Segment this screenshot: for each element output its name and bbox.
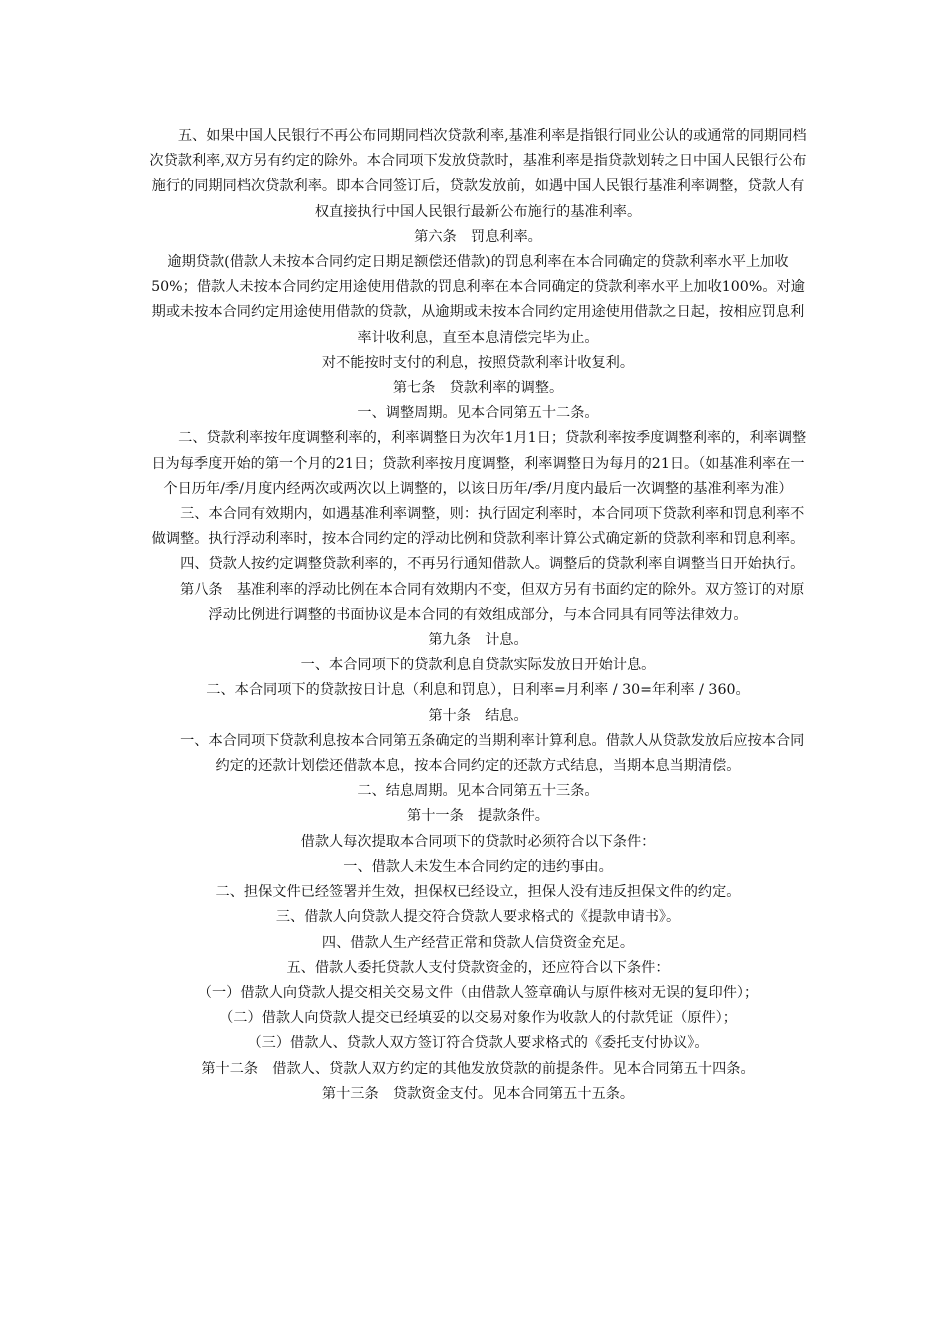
article-7-item-1: 一、调整周期。见本合同第五十二条。: [357, 405, 599, 422]
article-11-intro: 借款人每次提取本合同项下的贷款时必须符合以下条件：: [300, 833, 656, 850]
article-8-text: 基准利率的浮动比例在本合同有效期内不变，但双方另有书面约定的除外。双方签订的对原浮动比例进行调整的书面协议是本合同的有效组成部分，与本合同具有同等法律效力。: [208, 581, 805, 623]
article-7-label: 第七条: [392, 380, 436, 397]
article-10-heading: [148, 704, 808, 729]
article-6-title: 罚息利率。: [470, 228, 542, 245]
article-11-condition-3: 三、借款人向贷款人提交符合贷款人要求格式的《提款申请书》。: [275, 909, 681, 926]
article-7-title: 贷款利率的调整。: [449, 380, 564, 397]
article-10-title: 结息。: [485, 707, 528, 724]
article-12-label: 第十二条: [201, 1060, 259, 1077]
article-7-item-4: 四、贷款人按约定调整贷款利率的，不再另行通知借款人。调整后的贷款利率自调整当日开始执行。: [180, 556, 805, 573]
article-9-heading: [148, 628, 808, 653]
article-12: [148, 1057, 808, 1082]
article-11-condition-5-3: （三）借款人、贷款人双方签订符合贷款人要求格式的《委托支付协议》。: [247, 1035, 709, 1052]
article-13-label: 第十三条: [321, 1085, 379, 1102]
article-10-item-1: 一、本合同项下贷款利息按本合同第五条确定的当期利率计算利息。借款人从贷款发放后应按本合同约定的还款计划偿还借款本息，按本合同约定的还款方式结息，当期本息当期清偿。: [180, 732, 805, 775]
article-9-label: 第九条: [428, 632, 471, 649]
article-13-text: 贷款资金支付。见本合同第五十五条。: [392, 1085, 635, 1102]
article-11-heading: [148, 804, 808, 829]
article-11-title: 提款条件。: [478, 808, 549, 825]
article-12-text: 借款人、贷款人双方约定的其他发放贷款的前提条件。见本合同第五十四条。: [272, 1060, 755, 1077]
article-11-condition-5-1: （一）借款人向贷款人提交相关交易文件（由借款人签章确认与原件核对无误的复印件）；: [197, 984, 759, 1001]
contract-body: [148, 124, 808, 1107]
article-6-heading: [148, 225, 808, 250]
article-6-paragraph-2: 对不能按时支付的利息，按照贷款利率计收复利。: [321, 354, 635, 371]
paragraph-base-rate: 五、如果中国人民银行不再公布同期同档次贷款利率,基准利率是指银行同业公认的或通常的同期同档次贷款利率,双方另有约定的除外。本合同项下发放贷款时，基准利率是指贷款划转之日中国人民银行公布施行的同期同档次贷款利率。即本合同签订后，贷款发放前，如遇中国人民银行基准利率调整，贷款人有权直接执行中国人民银行最新公布施行的基准利率。: [149, 128, 807, 220]
article-7-heading: [148, 376, 808, 401]
article-11-condition-5-2: （二）借款人向贷款人提交已经填妥的以交易对象作为收款人的付款凭证（原件）；: [219, 1010, 737, 1027]
article-8: [148, 578, 808, 628]
article-9-item-1: 一、本合同项下的贷款利息自贷款实际发放日开始计息。: [300, 657, 656, 674]
article-11-condition-5: 五、借款人委托贷款人支付贷款资金的，还应符合以下条件：: [286, 959, 670, 976]
article-13: [148, 1082, 808, 1107]
article-11-condition-4: 四、借款人生产经营正常和贷款人信贷资金充足。: [321, 934, 635, 951]
article-8-label: 第八条: [180, 581, 223, 598]
article-9-title: 计息。: [485, 632, 528, 649]
article-7-item-2: 二、贷款利率按年度调整利率的，利率调整日为次年1月1日；贷款利率按季度调整利率的，利率调整日为每季度开始的第一个月的21日；贷款利率按月度调整，利率调整日为每月的21日。（如基准利率在一个日历年/季/月度内经两次或两次以上调整的，以该日历年/季/月度内最后一次调整的基准利率为准）: [151, 430, 807, 497]
article-7-item-3: 三、本合同有效期内，如遇基准利率调整，则：执行固定利率时，本合同项下贷款利率和罚息利率不做调整。执行浮动利率时，按本合同约定的浮动比例和贷款利率计算公式确定新的贷款利率和罚息利率。: [151, 506, 805, 548]
article-6-label: 第六条: [414, 228, 457, 245]
article-11-condition-2: 二、担保文件已经签署并生效，担保权已经设立，担保人没有违反担保文件的约定。: [215, 884, 741, 901]
article-10-item-2: 二、结息周期。见本合同第五十三条。: [357, 783, 599, 800]
article-11-condition-1: 一、借款人未发生本合同约定的违约事由。: [343, 858, 613, 875]
article-11-label: 第十一条: [407, 808, 464, 825]
article-6-paragraph-1: 逾期贷款(借款人未按本合同约定日期足额偿还借款)的罚息利率在本合同确定的贷款利率水平上加收50%；借款人未按本合同约定用途使用借款的罚息利率在本合同确定的贷款利率水平上加收100%。对逾期或未按本合同约定用途使用借款的贷款，从逾期或未按本合同约定用途使用借款之日起，按相应罚息利率计收利息，直至本息清偿完毕为止。: [151, 254, 805, 346]
article-9-item-2: 二、本合同项下的贷款按日计息（利息和罚息），日利率=月利率 / 30=年利率 / 360。: [206, 682, 750, 699]
article-10-label: 第十条: [428, 707, 471, 724]
